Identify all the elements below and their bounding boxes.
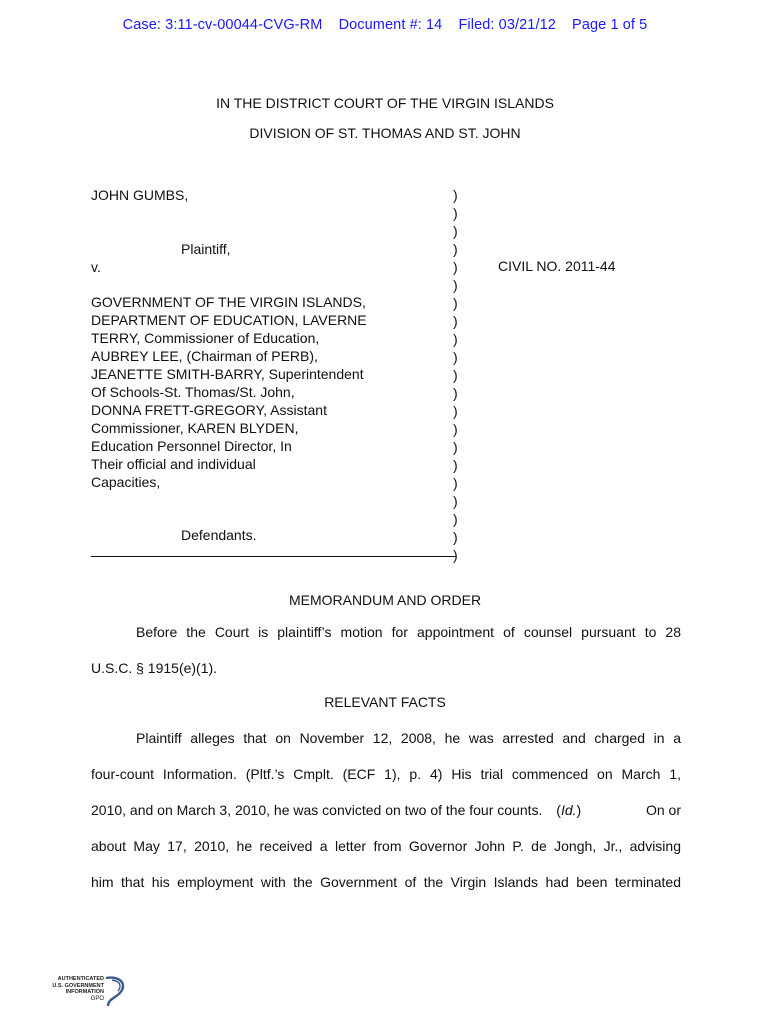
- plaintiff-name: JOHN GUMBS,: [91, 187, 189, 203]
- paren: ): [453, 439, 458, 455]
- defendants-line: GOVERNMENT OF THE VIRGIN ISLANDS,: [91, 294, 366, 310]
- intro-line-2: U.S.C. § 1915(e)(1).: [91, 660, 218, 676]
- paren: ): [453, 367, 458, 383]
- paren: ): [453, 313, 458, 329]
- paren: ): [453, 421, 458, 437]
- seal-text: [46, 976, 104, 1002]
- id-citation: [556, 802, 581, 818]
- paren: ): [453, 475, 458, 491]
- paren-close: ): [576, 802, 582, 818]
- defendants-line: Of Schools-St. Thomas/St. John,: [91, 384, 295, 400]
- paren: ): [453, 259, 458, 275]
- paren: ): [453, 547, 458, 563]
- seal-line: GPO: [90, 995, 104, 1002]
- defendants-line: Education Personnel Director, In: [91, 438, 292, 454]
- gpo-authentication-seal: [46, 972, 136, 1012]
- defendants-line: Capacities,: [91, 474, 161, 490]
- facts-line-2: four-count Information. (Pltf.’s Cmplt. (ECF 1), p. 4) His trial commenced on March 1,: [91, 766, 681, 782]
- paren: ): [453, 187, 458, 203]
- paren: ): [453, 385, 458, 401]
- defendants-block: [91, 293, 441, 491]
- filing-header: [0, 17, 770, 33]
- paren: ): [453, 223, 458, 239]
- paren: ): [453, 493, 458, 509]
- civil-number: CIVIL NO. 2011-44: [498, 258, 616, 274]
- seal-line: INFORMATION: [65, 989, 104, 995]
- paren: ): [453, 331, 458, 347]
- paren: ): [453, 529, 458, 545]
- relevant-facts-title: RELEVANT FACTS: [324, 694, 446, 710]
- facts-line-3: [91, 802, 681, 818]
- defendants-line: Commissioner, KAREN BLYDEN,: [91, 420, 299, 436]
- seal-line: U.S. GOVERNMENT: [52, 982, 104, 989]
- seal-line: AUTHENTICATED: [57, 976, 104, 982]
- facts-line-5: him that his employment with the Government of the Virgin Islands had been terminated: [91, 874, 681, 890]
- caption-underline: [91, 556, 456, 557]
- defendants-line: Their official and individual: [91, 456, 256, 472]
- paren: ): [453, 295, 458, 311]
- defendants-line: DONNA FRETT-GREGORY, Assistant: [91, 402, 327, 418]
- facts-line-3-text: 2010, and on March 3, 2010, he was convicted on two of the four counts.: [91, 802, 543, 818]
- paren: ): [453, 457, 458, 473]
- intro-line-1: Before the Court is plaintiff’s motion for appointment of counsel pursuant to 28: [136, 624, 681, 640]
- court-division: DIVISION OF ST. THOMAS AND ST. JOHN: [249, 125, 521, 141]
- defendants-line: JEANETTE SMITH-BARRY, Superintendent: [91, 366, 364, 382]
- versus: v.: [91, 259, 101, 275]
- facts-line-4: about May 17, 2010, he received a letter from Governor John P. de Jongh, Jr., advising: [91, 838, 681, 854]
- paren: ): [453, 403, 458, 419]
- court-name: IN THE DISTRICT COURT OF THE VIRGIN ISLANDS: [216, 95, 554, 111]
- caption-parentheses: [453, 186, 463, 564]
- defendants-role: Defendants.: [181, 527, 257, 543]
- facts-line-1: Plaintiff alleges that on November 12, 2008, he was arrested and charged in a: [136, 730, 681, 746]
- defendants-line: TERRY, Commissioner of Education,: [91, 330, 320, 346]
- filed-date: Filed: 03/21/12: [458, 17, 556, 33]
- defendants-line: AUBREY LEE, (Chairman of PERB),: [91, 348, 318, 364]
- case-number: Case: 3:11-cv-00044-CVG-RM: [122, 17, 323, 33]
- paren: ): [453, 277, 458, 293]
- paren: ): [453, 511, 458, 527]
- id-abbrev: Id.: [560, 802, 577, 818]
- paren: ): [453, 205, 458, 221]
- memorandum-title: MEMORANDUM AND ORDER: [288, 592, 482, 608]
- paren: ): [453, 349, 458, 365]
- plaintiff-role: Plaintiff,: [181, 241, 231, 257]
- page-indicator: Page 1 of 5: [572, 17, 648, 33]
- document-number: Document #: 14: [338, 17, 443, 33]
- paren-open: (: [556, 802, 561, 818]
- facts-line-3-end: On or: [645, 802, 681, 818]
- defendants-line: DEPARTMENT OF EDUCATION, LAVERNE: [91, 312, 367, 328]
- paren: ): [453, 241, 458, 257]
